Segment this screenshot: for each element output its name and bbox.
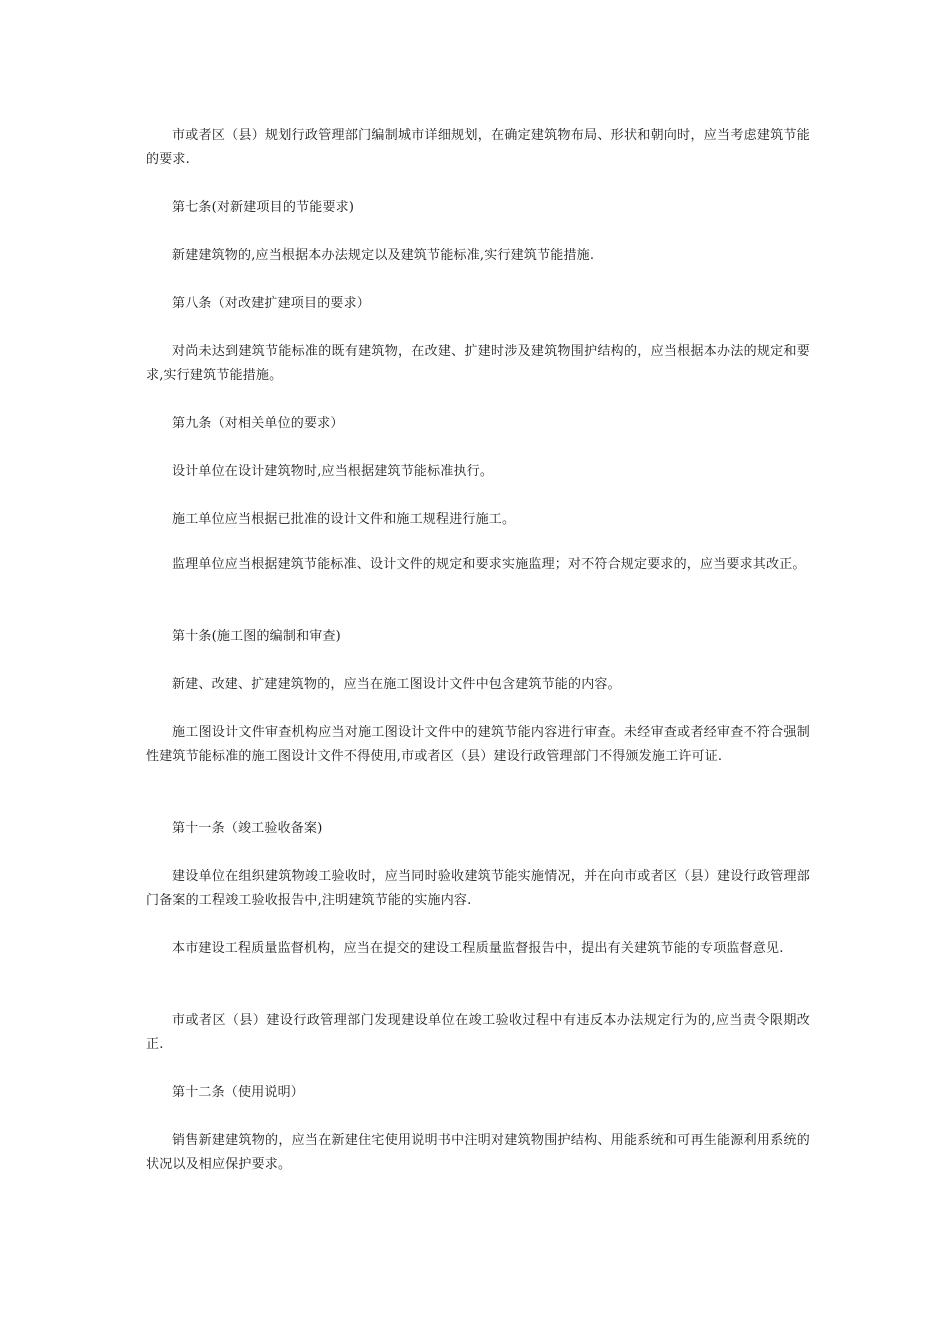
article-8-heading: 第八条（对改建扩建项目的要求）	[172, 296, 371, 311]
paragraph-design-unit: 设计单位在设计建筑物时,应当根据建筑节能标准执行。	[172, 464, 494, 479]
paragraph-completion-acceptance: 建设单位在组织建筑物竣工验收时，应当同时验收建筑节能实施情况，并在向市或者区（县）建设行政管理部门备案的工程竣工验收报告中,注明建筑节能的实施内容.	[146, 869, 810, 908]
paragraph-supervision-unit: 监理单位应当根据建筑节能标准、设计文件的规定和要求实施监理；对不符合规定要求的，应当要求其改正。	[172, 557, 806, 572]
paragraph-new-buildings: 新建建筑物的,应当根据本办法规定以及建筑节能标准,实行建筑节能措施.	[172, 248, 595, 263]
article-9-heading: 第九条（对相关单位的要求）	[172, 416, 344, 431]
paragraph-planning: 市或者区（县）规划行政管理部门编制城市详细规划，在确定建筑物布局、形状和朝向时，应当考虑建筑节能的要求.	[146, 128, 810, 167]
article-10-heading: 第十条(施工图的编制和审查)	[172, 629, 341, 644]
article-7-heading: 第七条(对新建项目的节能要求)	[172, 200, 355, 215]
paragraph-quality-supervision: 本市建设工程质量监督机构，应当在提交的建设工程质量监督报告中，提出有关建筑节能的专项监督意见.	[172, 941, 784, 956]
paragraph-construction-unit: 施工单位应当根据已批准的设计文件和施工规程进行施工。	[172, 512, 516, 527]
paragraph-usage-instructions: 销售新建建筑物的，应当在新建住宅使用说明书中注明对建筑物围护结构、用能系统和可再生能源利用系统的状况以及相应保护要求。	[146, 1133, 810, 1172]
paragraph-violation-correction: 市或者区（县）建设行政管理部门发现建设单位在竣工验收过程中有违反本办法规定行为的,应当责令限期改正.	[146, 1013, 810, 1052]
paragraph-drawing-review: 施工图设计文件审查机构应当对施工图设计文件中的建筑节能内容进行审查。未经审查或者经审查不符合强制性建筑节能标准的施工图设计文件不得使用,市或者区（县）建设行政管理部门不得颁发施工许可证.	[146, 725, 810, 764]
article-12-heading: 第十二条（使用说明）	[172, 1085, 305, 1100]
article-11-heading: 第十一条（竣工验收备案)	[172, 821, 323, 836]
paragraph-drawing-content: 新建、改建、扩建建筑物的，应当在施工图设计文件中包含建筑节能的内容。	[172, 677, 621, 692]
paragraph-existing-buildings: 对尚未达到建筑节能标准的既有建筑物，在改建、扩建时涉及建筑物围护结构的，应当根据本办法的规定和要求,实行建筑节能措施。	[146, 344, 810, 383]
